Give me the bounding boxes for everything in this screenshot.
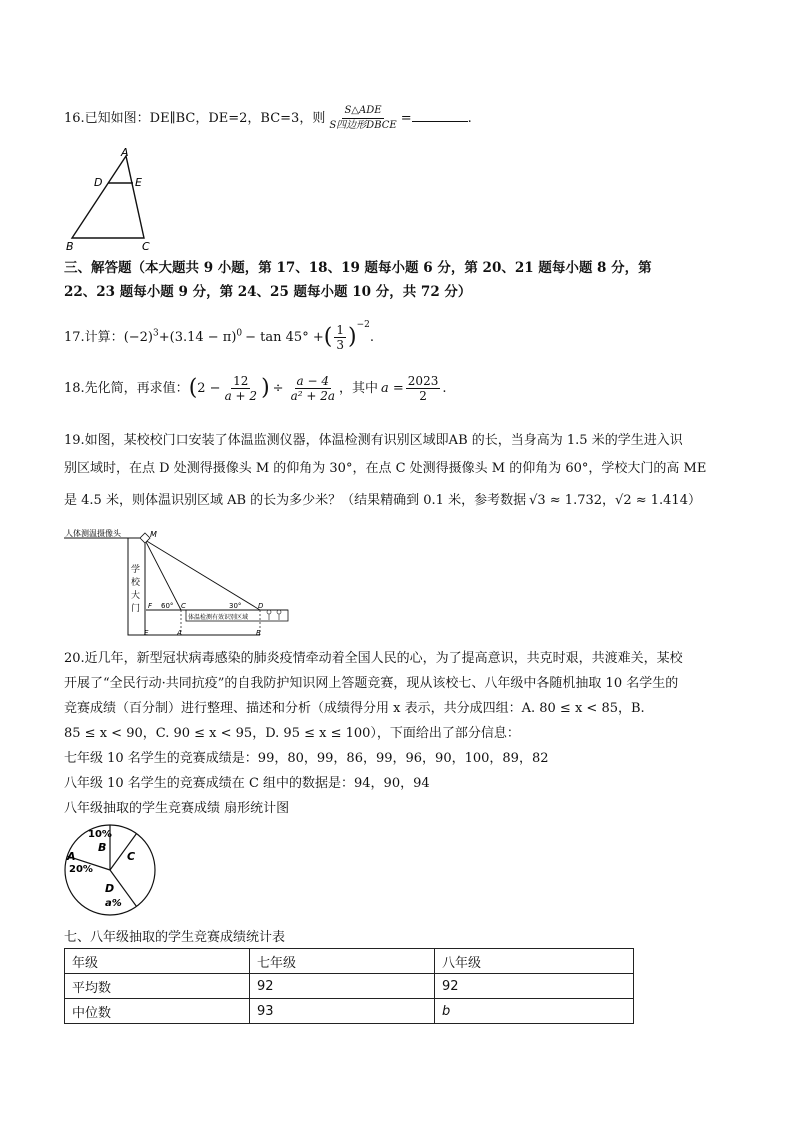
q19-line3-text: 是 4.5 米，则体温识别区域 AB 的长为多少米？（结果精确到 0.1 米，参考数据 xyxy=(64,493,527,508)
triangle-abc xyxy=(72,156,144,238)
q20-line6: 八年级 10 名学生的竞赛成绩在 C 组中的数据是：94，90，94 xyxy=(64,776,430,791)
table-cell: 92 xyxy=(250,974,435,999)
q17-prefix: 17.计算： xyxy=(64,330,124,345)
stats-table xyxy=(64,948,634,1024)
triangle-figure xyxy=(60,146,170,254)
sight-line-d xyxy=(145,540,260,610)
q20-line5: 七年级 10 名学生的竞赛成绩是：99，80，99，86，99，96，90，100，89，82 xyxy=(64,751,549,766)
q18-frac3-num: 2023 xyxy=(407,374,439,388)
q17-line xyxy=(64,316,374,352)
label-a: A xyxy=(121,146,129,159)
q17-paren-close: ) xyxy=(347,324,357,350)
q17-end: . xyxy=(369,330,374,345)
q17-exp-c: −2 xyxy=(356,320,370,330)
table-header: 七年级 xyxy=(250,949,435,974)
table-header-row xyxy=(65,949,634,974)
q19-sep: ， xyxy=(602,493,616,508)
camera-label: 人体测温摄像头 xyxy=(65,529,121,538)
answer-blank[interactable] xyxy=(412,109,468,122)
q17-paren-open: ( xyxy=(323,324,333,350)
pie-chart xyxy=(60,822,170,922)
q17-frac-den: 3 xyxy=(336,338,344,352)
label-e2: E xyxy=(144,629,149,637)
stats-table-title: 七、八年级抽取的学生竞赛成绩统计表 xyxy=(64,930,286,945)
section-heading-line2: 22、23 题每小题 9 分，第 24、25 题每小题 10 分，共 72 分） xyxy=(64,284,472,300)
q18-two-minus: 2 − xyxy=(197,381,221,396)
q20-line2: 开展了“全民行动·共同抗疫”的自我防护知识网上答题竞赛，现从该校七、八年级中各随机抽取 10 名学生的 xyxy=(64,676,679,691)
q18-frac1-num: 12 xyxy=(233,374,249,388)
table-row xyxy=(65,999,634,1024)
q19-line2: 别区域时，在点 D 处测得摄像头 M 的仰角为 30°，在点 C 处测得摄像头 M 的仰角为 60°，学校大门的高 ME xyxy=(64,461,707,476)
gate-char-1: 学 xyxy=(131,565,141,575)
q18-fraction1 xyxy=(223,374,259,403)
label-c2: C xyxy=(181,602,186,610)
q17-frac-num: 1 xyxy=(336,323,344,337)
zone-label: 体温检测有效识别区域 xyxy=(188,614,249,621)
table-header: 年级 xyxy=(65,949,250,974)
q18-frac2-num: a − 4 xyxy=(296,374,330,388)
q18-frac3-den: 2 xyxy=(419,389,427,403)
label-b2: B xyxy=(256,629,261,637)
angle-30: 30° xyxy=(229,602,242,610)
pie-label-d: D xyxy=(105,882,115,895)
q18-frac2-den: a² + 2a xyxy=(290,389,335,403)
q16-line xyxy=(64,104,472,133)
table-row xyxy=(65,974,634,999)
table-cell: 中位数 xyxy=(65,999,250,1024)
label-f: F xyxy=(148,602,153,610)
q18-frac1-den: a + 2 xyxy=(224,389,258,403)
q18-paren-open: ( xyxy=(188,375,198,401)
q19-line3-end: ） xyxy=(687,493,701,508)
angle-60: 60° xyxy=(161,602,174,610)
student-icon xyxy=(267,610,271,614)
pie-chart-title: 八年级抽取的学生竞赛成绩 扇形统计图 xyxy=(64,801,290,816)
q16-frac-num: S△ADE xyxy=(342,104,383,119)
gate-char-3: 大 xyxy=(131,591,141,601)
gate-char-4: 门 xyxy=(131,604,141,614)
pie-value-d: a% xyxy=(105,898,122,909)
q18-fraction3 xyxy=(406,374,441,403)
pie-label-a: A xyxy=(67,850,76,863)
pie-value-b: 10% xyxy=(88,829,112,840)
q18-line xyxy=(64,374,446,403)
temperature-gate-figure xyxy=(64,528,294,640)
q19-sqrt2: √2 ≈ 1.414 xyxy=(615,493,688,508)
q17-term-b: +(3.14 − π) xyxy=(158,330,237,345)
table-cell: 92 xyxy=(435,974,634,999)
q18-fraction2 xyxy=(289,374,337,403)
q16-frac-den: S四边形DBCE xyxy=(329,120,397,131)
q18-end: . xyxy=(442,381,447,396)
q17-fraction xyxy=(334,323,346,352)
label-c: C xyxy=(142,240,150,253)
label-a2: A xyxy=(177,629,182,637)
q20-line1: 20.近几年，新型冠状病毒感染的肺炎疫情牵动着全国人民的心，为了提高意识，共克时艰，共渡难关，某校 xyxy=(64,651,683,666)
q19-line1: 19.如图，某校校门口安装了体温监测仪器，体温检测有识别区域即AB 的长，当身高为 1.5 米的学生进入识 xyxy=(64,433,683,448)
pie-value-a: 20% xyxy=(69,864,93,875)
table-cell: 93 xyxy=(250,999,435,1024)
section-heading-line1: 三、解答题（本大题共 9 小题，第 17、18、19 题每小题 6 分，第 20、21 题每小题 8 分，第 xyxy=(64,260,652,276)
camera-icon xyxy=(140,533,150,543)
q19-sqrt3: √3 ≈ 1.732 xyxy=(529,493,603,508)
q17-exp-b: 0 xyxy=(236,328,243,339)
pie-label-b: B xyxy=(98,841,107,854)
label-b: B xyxy=(66,240,74,253)
label-d2: D xyxy=(258,602,264,610)
q19-line3 xyxy=(64,492,701,510)
q17-term-c: − tan 45° + xyxy=(245,330,324,345)
table-cell: 平均数 xyxy=(65,974,250,999)
pie-label-c: C xyxy=(127,850,136,863)
q17-exp-a: 3 xyxy=(153,328,159,339)
q20-line4: 85 ≤ x < 90，C. 90 ≤ x < 95，D. 95 ≤ x ≤ 100），下面给出了部分信息： xyxy=(64,726,520,741)
label-m: M xyxy=(150,530,157,539)
label-d: D xyxy=(94,176,103,189)
q18-divide: ÷ xyxy=(272,381,284,396)
q18-a-eq: a = xyxy=(381,381,404,396)
q17-term-a: (−2) xyxy=(123,330,153,345)
q18-prefix: 18.先化简，再求值： xyxy=(64,381,189,396)
table-cell: b xyxy=(435,999,634,1024)
student-icon-2 xyxy=(277,610,281,614)
q16-text: 16.已知如图：DE∥BC，DE=2，BC=3，则 xyxy=(64,111,326,126)
q16-fraction xyxy=(327,104,398,133)
q16-end: . xyxy=(467,111,472,126)
q20-line3: 竞赛成绩（百分制）进行整理、描述和分析（成绩得分用 x 表示，共分成四组：A. 80 ≤ x < 85，B. xyxy=(64,701,645,716)
table-header: 八年级 xyxy=(435,949,634,974)
gate-char-2: 校 xyxy=(131,578,141,588)
q18-where: ，其中 xyxy=(339,381,379,396)
q18-paren-close: ) xyxy=(261,375,270,401)
q16-equals: = xyxy=(400,111,412,126)
label-e: E xyxy=(135,176,142,189)
